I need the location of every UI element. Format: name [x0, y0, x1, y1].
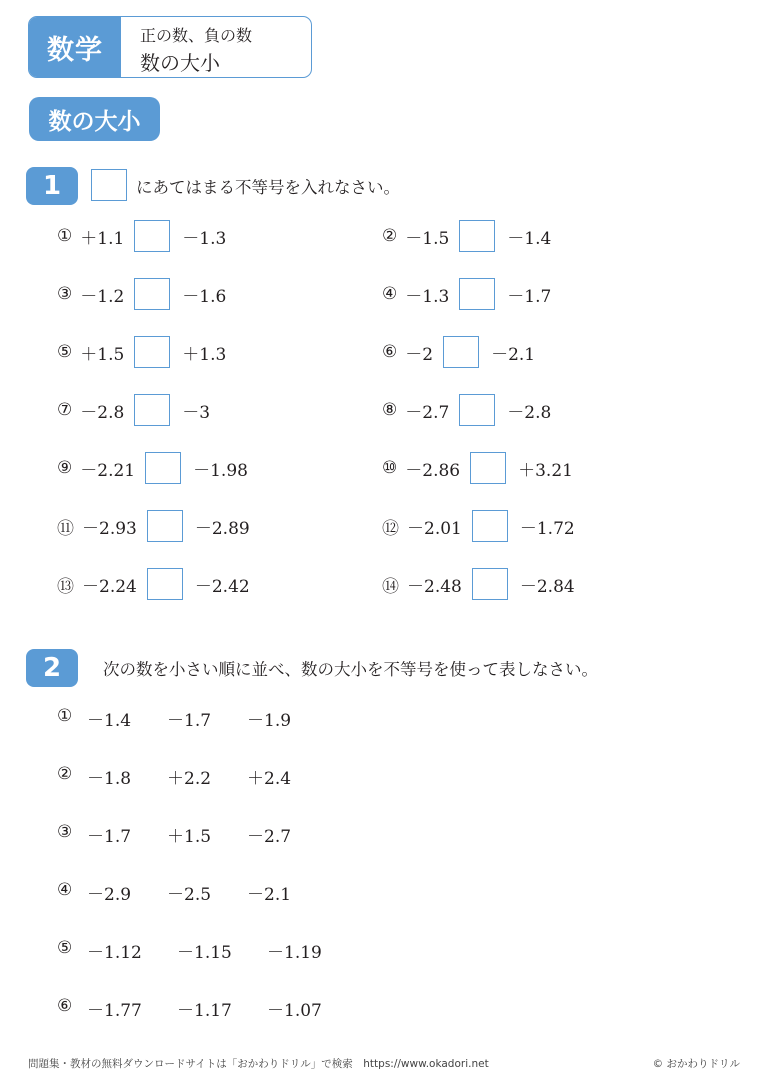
number-value: －1.15 [177, 943, 232, 963]
problem-2-instruction: 次の数を小さい順に並べ、数の大小を不等号を使って表しなさい。 [103, 660, 598, 679]
number-value: －2.7 [247, 827, 292, 847]
number-value: ＋2.4 [247, 769, 292, 789]
answer-box[interactable] [145, 452, 181, 484]
comparison-item [57, 452, 248, 484]
number-value: －1.12 [87, 943, 142, 963]
right-value: －2.84 [519, 576, 575, 597]
problem-1-instruction: にあてはまる不等号を入れなさい。 [136, 178, 400, 197]
number-value: －1.7 [87, 827, 132, 847]
right-value: －1.6 [182, 286, 227, 307]
number-value: －1.77 [87, 1001, 142, 1021]
answer-box[interactable] [147, 568, 183, 600]
answer-box[interactable] [134, 336, 170, 368]
comparison-item [57, 394, 210, 426]
item-number: ⑨ [57, 458, 73, 478]
left-value: －2.93 [82, 518, 137, 539]
problem-2-number: 2 [26, 649, 78, 687]
problem-1-number: 1 [26, 167, 78, 205]
item-number: ① [57, 706, 73, 726]
comparison-item [57, 510, 250, 542]
comparison-item [382, 336, 535, 368]
right-value: －1.4 [507, 228, 552, 249]
number-value: －1.7 [167, 711, 212, 731]
left-value: －2.7 [405, 402, 450, 423]
left-value: －1.3 [405, 286, 450, 307]
header-box [28, 16, 312, 78]
left-value: －1.2 [80, 286, 125, 307]
answer-box[interactable] [472, 510, 508, 542]
comparison-item [57, 220, 226, 252]
answer-box[interactable] [134, 278, 170, 310]
item-number: ⑫ [382, 518, 399, 539]
comparison-item [382, 452, 573, 484]
item-number: ③ [57, 822, 73, 842]
comparison-item [382, 568, 575, 600]
right-value: －3 [182, 402, 211, 423]
left-value: －2.8 [80, 402, 125, 423]
number-value: －1.9 [247, 711, 292, 731]
left-value: －2.48 [407, 576, 462, 597]
item-number: ⑥ [57, 996, 73, 1016]
left-value: －2 [405, 344, 434, 365]
left-value: －2.21 [80, 460, 136, 481]
number-value: ＋1.5 [167, 827, 212, 847]
answer-box[interactable] [459, 220, 495, 252]
comparison-item [382, 394, 551, 426]
right-value: －1.3 [182, 228, 227, 249]
right-value: －2.1 [491, 344, 536, 365]
item-number: ② [57, 764, 73, 784]
number-value: －2.1 [247, 885, 292, 905]
comparison-item [57, 278, 226, 310]
left-value: ＋1.5 [80, 344, 125, 365]
answer-box[interactable] [459, 278, 495, 310]
comparison-item [382, 510, 575, 542]
left-value: ＋1.1 [80, 228, 125, 249]
number-value: －1.07 [267, 1001, 322, 1021]
comparison-item [57, 336, 226, 368]
number-value: －2.5 [167, 885, 212, 905]
number-value: －1.19 [267, 943, 322, 963]
answer-box[interactable] [134, 394, 170, 426]
right-value: －2.89 [194, 518, 250, 539]
comparison-item [382, 220, 551, 252]
left-value: －1.5 [405, 228, 450, 249]
comparison-item [57, 568, 250, 600]
item-number: ⑪ [57, 518, 74, 539]
item-number: ③ [57, 284, 73, 304]
answer-box-example [91, 169, 127, 201]
item-number: ⑦ [57, 400, 73, 420]
answer-box[interactable] [472, 568, 508, 600]
comparison-item [382, 278, 551, 310]
answer-box[interactable] [147, 510, 183, 542]
item-number: ⑩ [382, 458, 398, 478]
item-number: ⑧ [382, 400, 398, 420]
answer-box[interactable] [470, 452, 506, 484]
item-number: ⑭ [382, 576, 399, 597]
footer-copyright: © おかわりドリル [652, 1058, 740, 1070]
item-number: ① [57, 226, 73, 246]
item-number: ④ [382, 284, 398, 304]
right-value: －1.7 [507, 286, 552, 307]
number-value: －1.4 [87, 711, 132, 731]
answer-box[interactable] [443, 336, 479, 368]
item-number: ⑤ [57, 938, 73, 958]
right-value: ＋3.21 [518, 460, 573, 481]
unit-subtitle: 正の数、負の数 [140, 26, 253, 45]
item-number: ② [382, 226, 398, 246]
number-value: －1.8 [87, 769, 132, 789]
right-value: －2.42 [194, 576, 250, 597]
item-number: ④ [57, 880, 73, 900]
item-number: ⑤ [57, 342, 73, 362]
item-number: ⑥ [382, 342, 398, 362]
right-value: －2.8 [507, 402, 552, 423]
right-value: －1.98 [193, 460, 248, 481]
left-value: －2.86 [405, 460, 461, 481]
footer-site-note: 問題集・教材の無料ダウンロードサイトは「おかわりドリル」で検索 https://www.okadori.net [28, 1058, 489, 1070]
section-title: 数の大小 [29, 97, 160, 141]
right-value: ＋1.3 [182, 344, 227, 365]
unit-title: 数の大小 [140, 51, 220, 75]
right-value: －1.72 [519, 518, 575, 539]
number-value: －1.17 [177, 1001, 232, 1021]
number-value: ＋2.2 [167, 769, 212, 789]
subject-label: 数学 [29, 17, 121, 77]
item-number: ⑬ [57, 576, 74, 597]
left-value: －2.24 [82, 576, 137, 597]
number-value: －2.9 [87, 885, 132, 905]
answer-box[interactable] [459, 394, 495, 426]
answer-box[interactable] [134, 220, 170, 252]
left-value: －2.01 [407, 518, 462, 539]
